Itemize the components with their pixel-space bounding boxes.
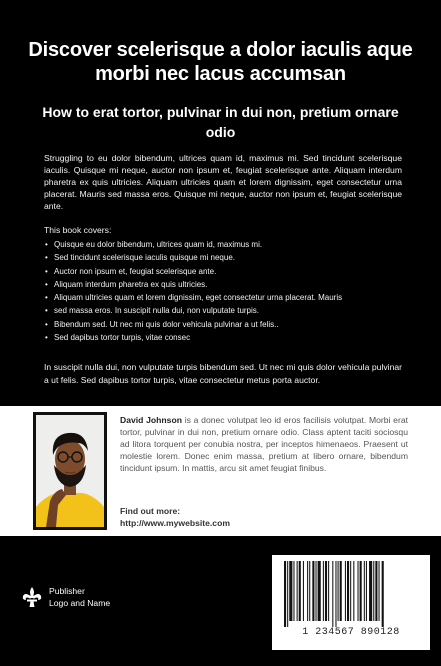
covers-label: This book covers: [44, 225, 112, 235]
list-item: • Quisque eu dolor bibendum, ultrices quam id, maximus mi. [44, 238, 404, 251]
cover-title: Discover scelerisque a dolor iaculis aque morbi nec lacus accumsan [28, 39, 413, 85]
list-item: • Aliquam interdum pharetra ex quis ultricies. [44, 278, 404, 291]
find-out-more [120, 506, 230, 529]
covers-list [44, 238, 404, 344]
author-bio [120, 414, 408, 474]
closing-paragraph: In suscipit nulla dui, non vulputate turpis bibendum sed. Ut nec mi quis dolor vehicula pulvinar a ut felis. Sed dapibus tortor turpis, vitae consectetur metus porta auctor. [44, 362, 402, 385]
author-panel [0, 406, 441, 536]
author-name: David Johnson [120, 415, 182, 425]
cover-subtitle: How to erat tortor, pulvinar in dui non, pretium ornare odio [42, 104, 399, 140]
publisher-name [49, 585, 110, 609]
find-out-label: Find out more: [120, 506, 181, 516]
list-item: • Aliquam ultricies quam et lorem dignissim, eget consectetur urna placerat. Mauris [44, 291, 404, 304]
list-item: • Sed tincidunt scelerisque iaculis quisque mi neque. [44, 251, 404, 264]
author-bio-text: is a donec volutpat leo id eros facilisis volutpat. Morbi erat tortor, pulvinar in dui non, pretium ornare odio. Class aptent taciti sociosqu ad litora torquent per conubia nostra, per inceptos himenaeos. Praesent ut molestie lorem. Donec enim massa, pretium at libero ornare, bibendum tincidunt ipsum. In mattis, arcu sit amet feugiat finibus. [120, 415, 408, 473]
list-item: • sed massa eros. In suscipit nulla dui, non vulputate turpis. [44, 304, 404, 317]
publisher-line-1: Publisher [49, 586, 85, 596]
publisher-line-2: Logo and Name [49, 598, 111, 608]
barcode-digits: 1 234567 890128 [302, 627, 400, 638]
author-photo-frame [33, 412, 107, 530]
barcode [272, 555, 430, 650]
intro-paragraph: Struggling to eu dolor bibendum, ultrices quam id, maximus mi. Sed tincidunt scelerisque iaculis. Quisque mi neque, auctor non ipsum et, feugiat scelerisque ante. Aliquam interdum pharetra ex quis ultricies. Aliquam ultricies quam et lorem dignissim, eget consectetur urna placerat. Mauris sed massa eros. Quisque mi neque, auctor non ipsum et, feugiat scelerisque ante. [44, 153, 402, 211]
author-website-link[interactable]: http://www.mywebsite.com [120, 517, 230, 528]
fleur-de-lis-icon [21, 586, 43, 608]
barcode-bars [284, 561, 418, 627]
list-item: • Bibendum sed. Ut nec mi quis dolor vehicula pulvinar a ut felis.. [44, 318, 404, 331]
list-item: • Auctor non ipsum et, feugiat scelerisque ante. [44, 265, 404, 278]
list-item: • Sed dapibus tortor turpis, vitae consec [44, 331, 404, 344]
author-photo [36, 415, 104, 527]
author-portrait-illustration [36, 415, 104, 527]
